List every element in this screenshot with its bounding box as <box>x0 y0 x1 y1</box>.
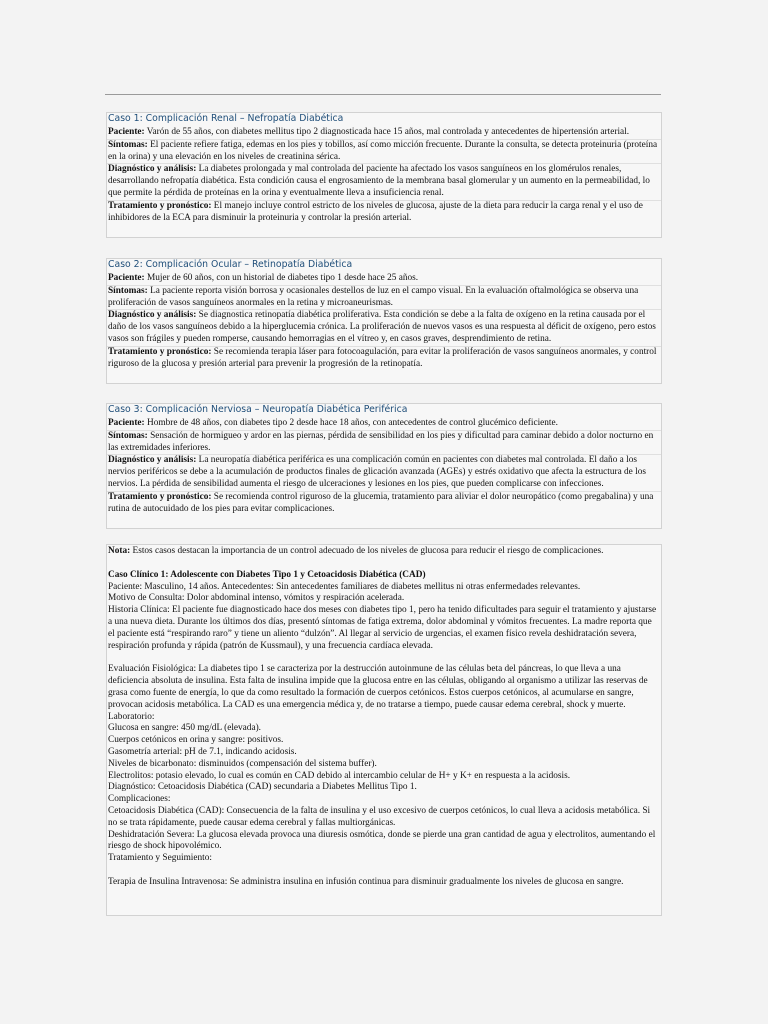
row-text: Se diagnostica retinopatía diabética proliferativa. Esta condición se debe a la falta de oxígeno en la retina causada por el daño de los vasos sanguíneos debido a la hiperglucemia crónica. La proliferación de nuevos vasos es una respuesta al déficit de oxígeno, pero estos vasos son frágiles y pueden romperse, causando hemorragias en el vítreo y, en casos graves, desprendimiento de retina. <box>108 310 656 344</box>
row-label: Paciente: <box>108 418 145 428</box>
treatment-paragraph: Terapia de Insulina Intravenosa: Se administra insulina en infusión continua para disminuir gradualmente los niveles de glucosa en sangre. <box>108 876 624 887</box>
row-text: La neuropatía diabética periférica es una complicación común en pacientes con diabetes mal controlada. El daño a los nervios periféricos se debe a la acumulación de productos finales de glicación avanzada (AGEs) y estrés oxidativo que afecta la estructura de los nervios. La pérdida de sensibilidad aumenta el riesgo de ulceraciones y lesiones en los pies, que pueden complicarse con infecciones. <box>108 455 646 489</box>
row-text: Se recomienda control riguroso de la glucemia, tratamiento para aliviar el dolor neuropático (como pregabalina) y una rutina de autocuidado de los pies para evitar complicaciones. <box>108 491 654 514</box>
case-row-diagnosis <box>107 455 661 491</box>
row-label: Diagnóstico y análisis: <box>108 455 197 466</box>
case-row-treatment <box>107 201 661 225</box>
complications-heading: Complicaciones: <box>108 794 171 805</box>
row-label: Tratamiento y pronóstico: <box>108 491 212 502</box>
note-label: Nota: <box>108 546 131 556</box>
top-divider <box>105 94 661 95</box>
diagnosis-line: Diagnóstico: Cetoacidosis Diabética (CAD) secundaria a Diabetes Mellitus Tipo 1. <box>108 782 417 793</box>
row-text: Sensación de hormigueo y ardor en las piernas, pérdida de sensibilidad en los pies y dificultad para caminar debido a dolor nocturno en las extremidades inferiores. <box>108 430 654 453</box>
lab-item: Gasometría arterial: pH de 7.1, indicando acidosis. <box>108 746 297 757</box>
case-row-symptoms <box>107 431 661 456</box>
row-label: Síntomas: <box>108 139 148 150</box>
row-label: Síntomas: <box>108 285 148 296</box>
case-title: Caso 2: Complicación Ocular – Retinopatía Diabética <box>108 259 353 270</box>
case-row-symptoms <box>107 286 661 311</box>
case-row-diagnosis <box>107 164 661 200</box>
complication-item: Deshidratación Severa: La glucosa elevada provoca una diuresis osmótica, donde se pierde una gran cantidad de agua y electrolitos, aumentando el riesgo de shock hipovolémico. <box>108 829 656 852</box>
physiology-paragraph: Evaluación Fisiológica: La diabetes tipo 1 se caracteriza por la destrucción autoinmune de las células beta del páncreas, lo que lleva a una deficiencia absoluta de insulina. Esta falta de insulina impide que la glucosa entre en las células, obligando al organismo a utilizar las reservas de grasa como fuente de energía, lo que da como resultado la formación de cuerpos cetónicos. Estos cuerpos cetónicos, al acumularse en sangre, provocan acidosis metabólica. La CAD es una emergencia médica y, de no tratarse a tiempo, puede causar edema cerebral, shock y muerte. <box>108 664 648 710</box>
row-text: La diabetes prolongada y mal controlada del paciente ha afectado los vasos sanguíneos en los glomérulos renales, desarrollando nefropatía diabética. Esta condición causa el engrosamiento de la membrana basal glomerular y un aumento en la permeabilidad, lo que permite la pérdida de proteínas en la orina y eventualmente lleva a insuficiencia renal. <box>108 164 650 198</box>
note-paragraph <box>108 546 660 558</box>
treatment-heading: Tratamiento y Seguimiento: <box>108 853 212 864</box>
lab-item: Cuerpos cetónicos en orina y sangre: positivos. <box>108 735 284 746</box>
row-text: La paciente reporta visión borrosa y ocasionales destellos de luz en el campo visual. En la evaluación oftalmológica se observa una proliferación de vasos sanguíneos anormales en la retina y microaneurismas. <box>108 285 639 308</box>
case-title: Caso 1: Complicación Renal – Nefropatía Diabética <box>108 113 344 124</box>
row-text: Mujer de 60 años, con un historial de diabetes tipo 1 desde hace 25 años. <box>144 273 419 283</box>
history-paragraph: Historia Clínica: El paciente fue diagnosticado hace dos meses con diabetes tipo 1, pero ha tenido dificultades para seguir el tratamiento y ajustarse a una nueva dieta. Durante los últimos dos días, presentó síntomas de fatiga extrema, dolor abdominal y vómitos frecuentes. La madre reporta que el paciente está “respirando raro” y tiene un aliento “dulzón”. Al llegar al servicio de urgencias, el examen físico revela deshidratación severa, respiración profunda y rápida (patrón de Kussmaul), y una frecuencia cardíaca elevada. <box>108 605 657 651</box>
case-row-patient <box>107 418 661 431</box>
row-text: El manejo incluye control estricto de los niveles de glucosa, ajuste de la dieta para reducir la carga renal y el uso de inhibidores de la ECA para disminuir la proteinuria y controlar la presión arterial. <box>108 200 643 223</box>
case-2-block <box>106 258 662 384</box>
row-text: Hombre de 48 años, con diabetes tipo 2 desde hace 18 años, con antecedentes de control glucémico deficiente. <box>144 418 558 428</box>
case-title: Caso 3: Complicación Nerviosa – Neuropatía Diabética Periférica <box>108 404 408 415</box>
row-text: Varón de 55 años, con diabetes mellitus tipo 2 diagnosticada hace 15 años, mal controlada y antecedentes de hipertensión arterial. <box>144 127 630 137</box>
clinical-case-block <box>106 544 662 916</box>
row-label: Síntomas: <box>108 430 148 441</box>
patient-line: Paciente: Masculino, 14 años. Antecedentes: Sin antecedentes familiares de diabetes mellitus ni otras enfermedades relevantes. <box>108 581 581 592</box>
case-row-treatment <box>107 347 661 371</box>
row-label: Tratamiento y pronóstico: <box>108 346 212 357</box>
row-label: Paciente: <box>108 127 145 137</box>
row-text: Se recomienda terapia láser para fotocoagulación, para evitar la proliferación de vasos sanguíneos anormales, y control riguroso de la glucosa y presión arterial para prevenir la progresión de la retinopatía. <box>108 346 657 369</box>
row-text: El paciente refiere fatiga, edemas en los pies y tobillos, así como micción frecuente. Durante la consulta, se detecta proteinuria (proteína en la orina) y una elevación en los niveles de creatinina sérica. <box>108 139 658 162</box>
row-label: Diagnóstico y análisis: <box>108 310 197 321</box>
case-row-symptoms <box>107 140 661 165</box>
row-label: Diagnóstico y análisis: <box>108 164 197 175</box>
lab-item: Niveles de bicarbonato: disminuidos (compensación del sistema buffer). <box>108 758 377 769</box>
lab-item: Electrolitos: potasio elevado, lo cual es común en CAD debido al intercambio celular de H+ y K+ en respuesta a la acidosis. <box>108 770 571 781</box>
complication-item: Cetoacidosis Diabética (CAD): Consecuencia de la falta de insulina y el uso excesivo de cuerpos cetónicos, lo cual lleva a acidosis metabólica. Si no se trata rápidamente, puede causar edema cerebral y fallas multiorgánicas. <box>108 805 651 828</box>
note-text: Estos casos destacan la importancia de un control adecuado de los niveles de glucosa para reducir el riesgo de complicaciones. <box>130 546 604 556</box>
case-row-patient <box>107 273 661 286</box>
clinical-case-heading <box>108 570 660 582</box>
reason-line: Motivo de Consulta: Dolor abdominal intenso, vómitos y respiración acelerada. <box>108 593 405 604</box>
case-1-block <box>106 112 662 238</box>
clinical-case-heading-text: Caso Clínico 1: Adolescente con Diabetes Tipo 1 y Cetoacidosis Diabética (CAD) <box>108 569 426 580</box>
case-row-patient <box>107 127 661 140</box>
lab-item: Glucosa en sangre: 450 mg/dL (elevada). <box>108 723 261 734</box>
lab-heading: Laboratorio: <box>108 711 155 722</box>
case-row-diagnosis <box>107 310 661 346</box>
row-label: Tratamiento y pronóstico: <box>108 200 212 211</box>
case-row-treatment <box>107 492 661 516</box>
row-label: Paciente: <box>108 273 145 283</box>
case-3-block <box>106 403 662 529</box>
